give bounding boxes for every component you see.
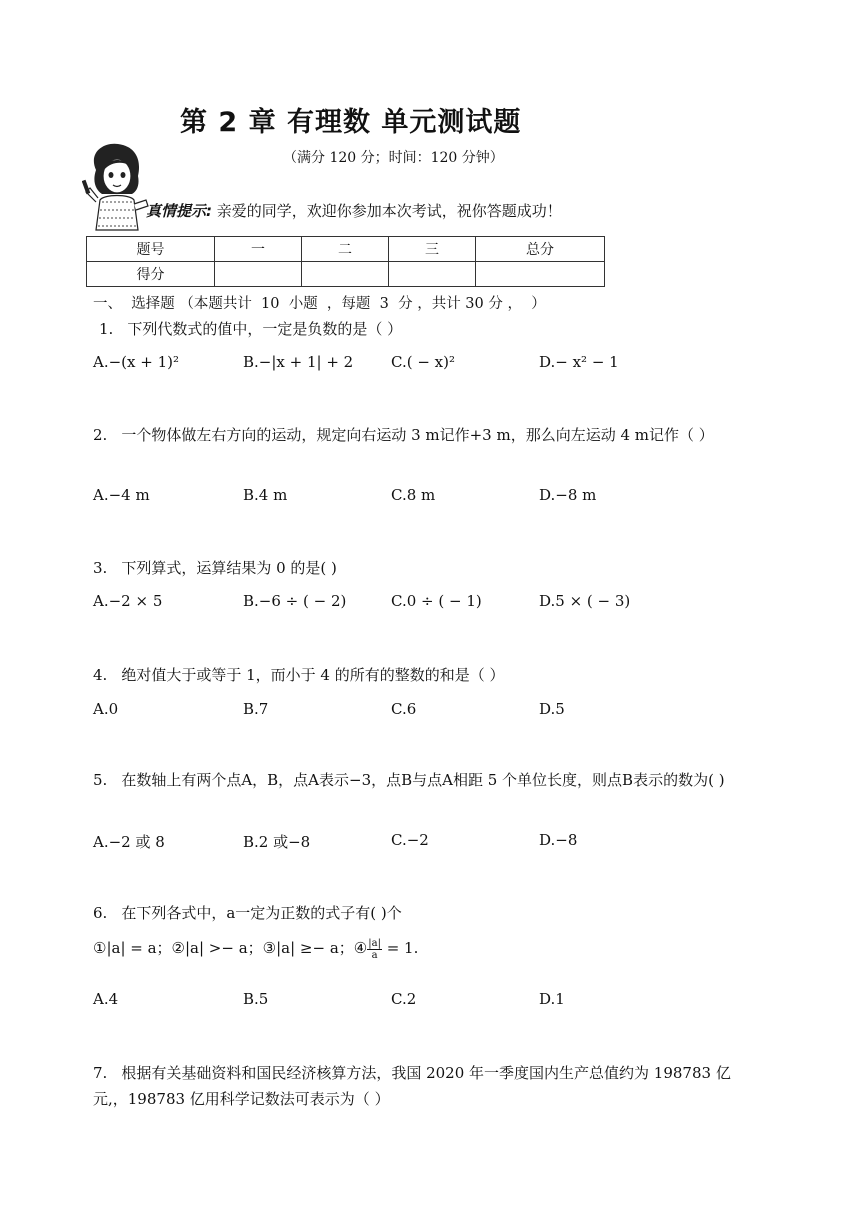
option-c: C.−2	[391, 831, 429, 849]
table-header-cell: 二	[302, 237, 389, 262]
option-a: A.−(x + 1)²	[93, 353, 179, 371]
question-text: 绝对值大于或等于 1，而小于 4 的所有的整数的和是（ ）	[121, 666, 505, 684]
option-d: D.−8 m	[539, 486, 597, 504]
option-c: C.8 m	[391, 486, 436, 504]
score-cell	[389, 262, 476, 287]
question-6	[93, 902, 402, 923]
student-illustration-icon	[82, 140, 150, 232]
question-1	[99, 318, 402, 339]
option-b: B.4 m	[243, 486, 288, 504]
fraction-numerator: |a|	[368, 937, 381, 949]
question-3-options	[93, 592, 733, 616]
option-b: B.2 或−8	[243, 833, 311, 851]
question-7	[93, 1060, 753, 1112]
score-table	[86, 236, 605, 287]
section-heading: 一、 选择题 （本题共计 10 小题 ，每题 3 分 ，共计 30 分 ， ）	[93, 296, 546, 312]
question-2-options	[93, 486, 733, 510]
option-a: A.−4 m	[93, 486, 150, 504]
question-text: 下列算式，运算结果为 0 的是( )	[121, 559, 337, 577]
option-b: B.−6 ÷ ( − 2)	[243, 592, 347, 610]
score-cell	[215, 262, 302, 287]
option-c: C.2	[391, 990, 417, 1008]
option-b: B.7	[243, 700, 269, 718]
question-number: 4.	[93, 666, 108, 684]
option-c: C.( − x)²	[391, 353, 455, 371]
table-row	[87, 237, 605, 262]
question-number: 1.	[99, 320, 114, 338]
table-header-cell: 一	[215, 237, 302, 262]
statements-end: = 1.	[381, 939, 419, 957]
option-d: D.5 × ( − 3)	[539, 592, 631, 610]
statements-text: ①|a| = a；②|a| >− a；③|a| ≥− a；④	[93, 939, 368, 957]
score-cell	[476, 262, 605, 287]
tip-label: 真情提示:	[146, 202, 212, 220]
option-c: C.6	[391, 700, 417, 718]
fraction-denominator: a	[371, 949, 378, 961]
question-number: 5.	[93, 771, 108, 789]
question-5	[93, 767, 773, 793]
tip-text: 亲爱的同学，欢迎你参加本次考试，祝你答题成功！	[216, 202, 562, 220]
question-6-options	[93, 990, 733, 1014]
table-row	[87, 262, 605, 287]
question-4	[93, 664, 504, 685]
question-number: 7.	[93, 1064, 108, 1082]
question-text: 根据有关基础资料和国民经济核算方法，我国 2020 年一季度国内生产总值约为 198783 亿元,，198783 亿用科学记数法可表示为（ ）	[93, 1064, 731, 1108]
table-header-cell: 三	[389, 237, 476, 262]
question-3	[93, 557, 337, 578]
option-c: C.0 ÷ ( − 1)	[391, 592, 482, 610]
tip-line	[146, 200, 562, 221]
question-2	[93, 422, 773, 448]
option-a: A.−2 或 8	[93, 833, 165, 851]
exam-info: （满分 120 分；时间：120 分钟）	[283, 150, 504, 166]
question-text: 在下列各式中，a一定为正数的式子有( )个	[121, 904, 402, 922]
question-number: 3.	[93, 559, 108, 577]
question-text: 在数轴上有两个点A，B，点A表示−3，点B与点A相距 5 个单位长度，则点B表示的数为( )	[121, 771, 725, 789]
question-1-options	[93, 353, 733, 377]
table-row-label: 得分	[87, 262, 215, 287]
page-title: 第 2 章 有理数 单元测试题	[180, 107, 522, 138]
option-a: A.0	[93, 700, 119, 718]
option-b: B.5	[243, 990, 269, 1008]
question-text: 下列代数式的值中，一定是负数的是（ ）	[127, 320, 403, 338]
table-header-cell: 题号	[87, 237, 215, 262]
option-d: D.− x² − 1	[539, 353, 619, 371]
option-d: D.5	[539, 700, 565, 718]
question-6-statements	[93, 937, 418, 961]
question-4-options	[93, 700, 733, 724]
option-d: D.1	[539, 990, 565, 1008]
option-b: B.−|x + 1| + 2	[243, 353, 354, 371]
option-a: A.−2 × 5	[93, 592, 163, 610]
table-header-cell: 总分	[476, 237, 605, 262]
option-a: A.4	[93, 990, 119, 1008]
question-number: 6.	[93, 904, 108, 922]
question-text: 一个物体做左右方向的运动，规定向右运动 3 m记作+3 m，那么向左运动 4 m记作（ ）	[121, 426, 714, 444]
question-5-options	[93, 831, 733, 855]
score-cell	[302, 262, 389, 287]
fraction	[367, 938, 382, 961]
question-number: 2.	[93, 426, 108, 444]
option-d: D.−8	[539, 831, 578, 849]
